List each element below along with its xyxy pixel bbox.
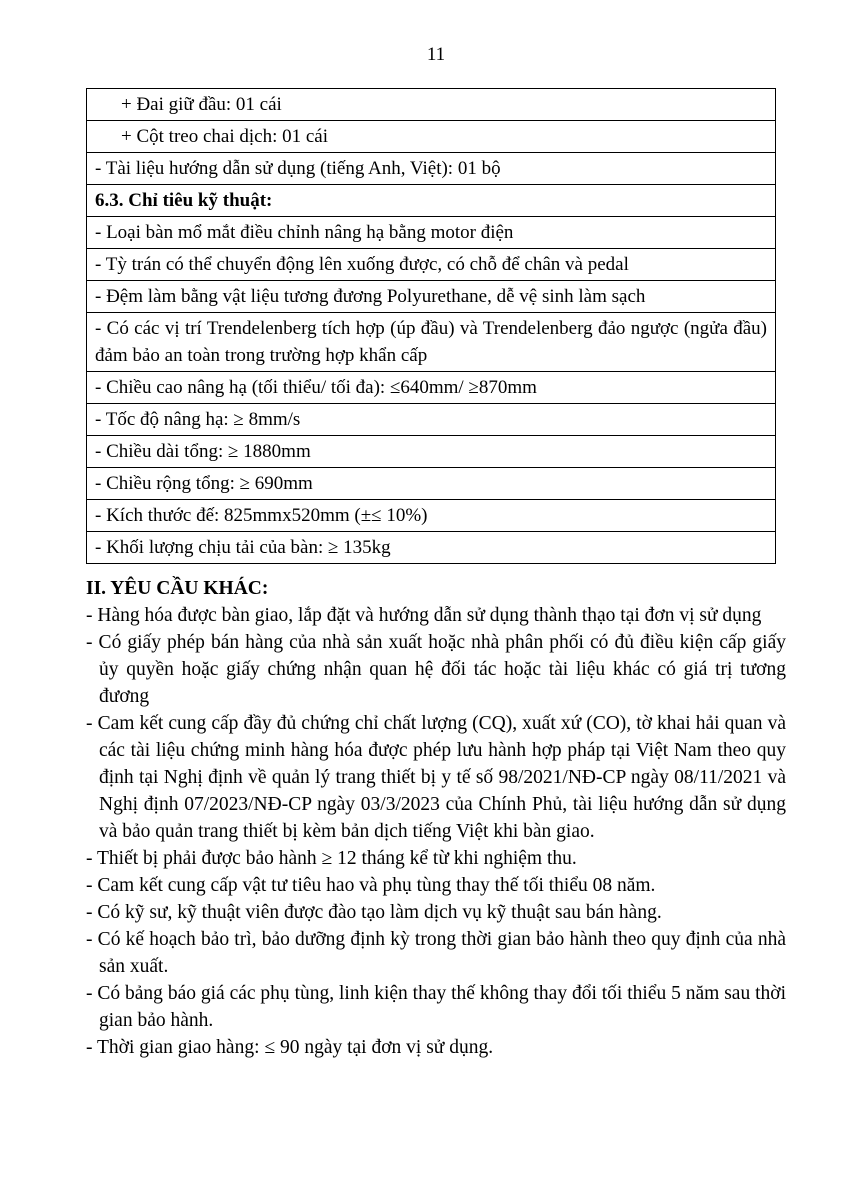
section-heading: II. YÊU CẦU KHÁC: [86,578,269,599]
table-row [87,436,776,468]
table-cell: - Chiều rộng tổng: ≥ 690mm [87,468,776,500]
table-cell: - Chiều dài tổng: ≥ 1880mm [87,436,776,468]
table-row [87,313,776,372]
table-cell: - Loại bàn mổ mắt điều chỉnh nâng hạ bằng motor điện [87,217,776,249]
requirement-item: - Thời gian giao hàng: ≤ 90 ngày tại đơn vị sử dụng. [86,1037,494,1058]
table-row [87,281,776,313]
table-row [87,532,776,564]
table-row [87,89,776,121]
requirement-item: - Có kế hoạch bảo trì, bảo dưỡng định kỳ trong thời gian bảo hành theo quy định của nhà sản xuất. [86,929,786,977]
table-cell: - Tỳ trán có thể chuyển động lên xuống được, có chỗ để chân và pedal [87,249,776,281]
table-cell: - Chiều cao nâng hạ (tối thiểu/ tối đa): ≤640mm/ ≥870mm [87,372,776,404]
table-row [87,500,776,532]
requirement-item: - Có giấy phép bán hàng của nhà sản xuất hoặc nhà phân phối có đủ điều kiện cấp giấy ủy quyền hoặc giấy chứng nhận quan hệ đối tác hoặc tài liệu khác có giá trị tương đương [86,632,786,707]
table-cell: - Có các vị trí Trendelenberg tích hợp (úp đầu) và Trendelenberg đảo ngược (ngửa đầu) đảm bảo an toàn trong trường hợp khẩn cấp [87,313,776,372]
table-cell: 6.3. Chỉ tiêu kỹ thuật: [87,185,776,217]
table-row [87,372,776,404]
requirement-item: - Hàng hóa được bàn giao, lắp đặt và hướng dẫn sử dụng thành thạo tại đơn vị sử dụng [86,605,762,626]
requirements-list [86,602,786,1061]
table-cell: + Cột treo chai dịch: 01 cái [87,121,776,153]
table-row [87,217,776,249]
requirement-item: - Cam kết cung cấp vật tư tiêu hao và phụ tùng thay thế tối thiểu 08 năm. [86,875,656,896]
table-row [87,153,776,185]
table-row [87,404,776,436]
requirement-item: - Cam kết cung cấp đầy đủ chứng chỉ chất lượng (CQ), xuất xứ (CO), tờ khai hải quan và các tài liệu chứng minh hàng hóa được phép lưu hành hợp pháp tại Việt Nam theo quy định tại Nghị định về quản lý trang thiết bị y tế số 98/2021/NĐ-CP ngày 08/11/2021 và Nghị định 07/2023/NĐ-CP ngày 03/3/2023 của Chính Phủ, tài liệu hướng dẫn sử dụng và bảo quản trang thiết bị kèm bản dịch tiếng Việt khi bàn giao. [86,713,786,842]
requirement-item: - Có bảng báo giá các phụ tùng, linh kiện thay thế không thay đổi tối thiểu 5 năm sau thời gian bảo hành. [86,983,786,1031]
requirement-item: - Có kỹ sư, kỹ thuật viên được đào tạo làm dịch vụ kỹ thuật sau bán hàng. [86,902,662,923]
table-row [87,468,776,500]
table-cell: - Đệm làm bằng vật liệu tương đương Polyurethane, dễ vệ sinh làm sạch [87,281,776,313]
table-cell: - Kích thước đế: 825mmx520mm (±≤ 10%) [87,500,776,532]
table-cell: - Tốc độ nâng hạ: ≥ 8mm/s [87,404,776,436]
table-row [87,249,776,281]
table-row-section-heading [87,185,776,217]
table-row [87,121,776,153]
table-cell: + Đai giữ đầu: 01 cái [87,89,776,121]
spec-table [86,88,776,564]
table-cell: - Tài liệu hướng dẫn sử dụng (tiếng Anh, Việt): 01 bộ [87,153,776,185]
page-number: 11 [426,44,446,65]
requirement-item: - Thiết bị phải được bảo hành ≥ 12 tháng kể từ khi nghiệm thu. [86,848,577,869]
table-cell: - Khối lượng chịu tải của bàn: ≥ 135kg [87,532,776,564]
